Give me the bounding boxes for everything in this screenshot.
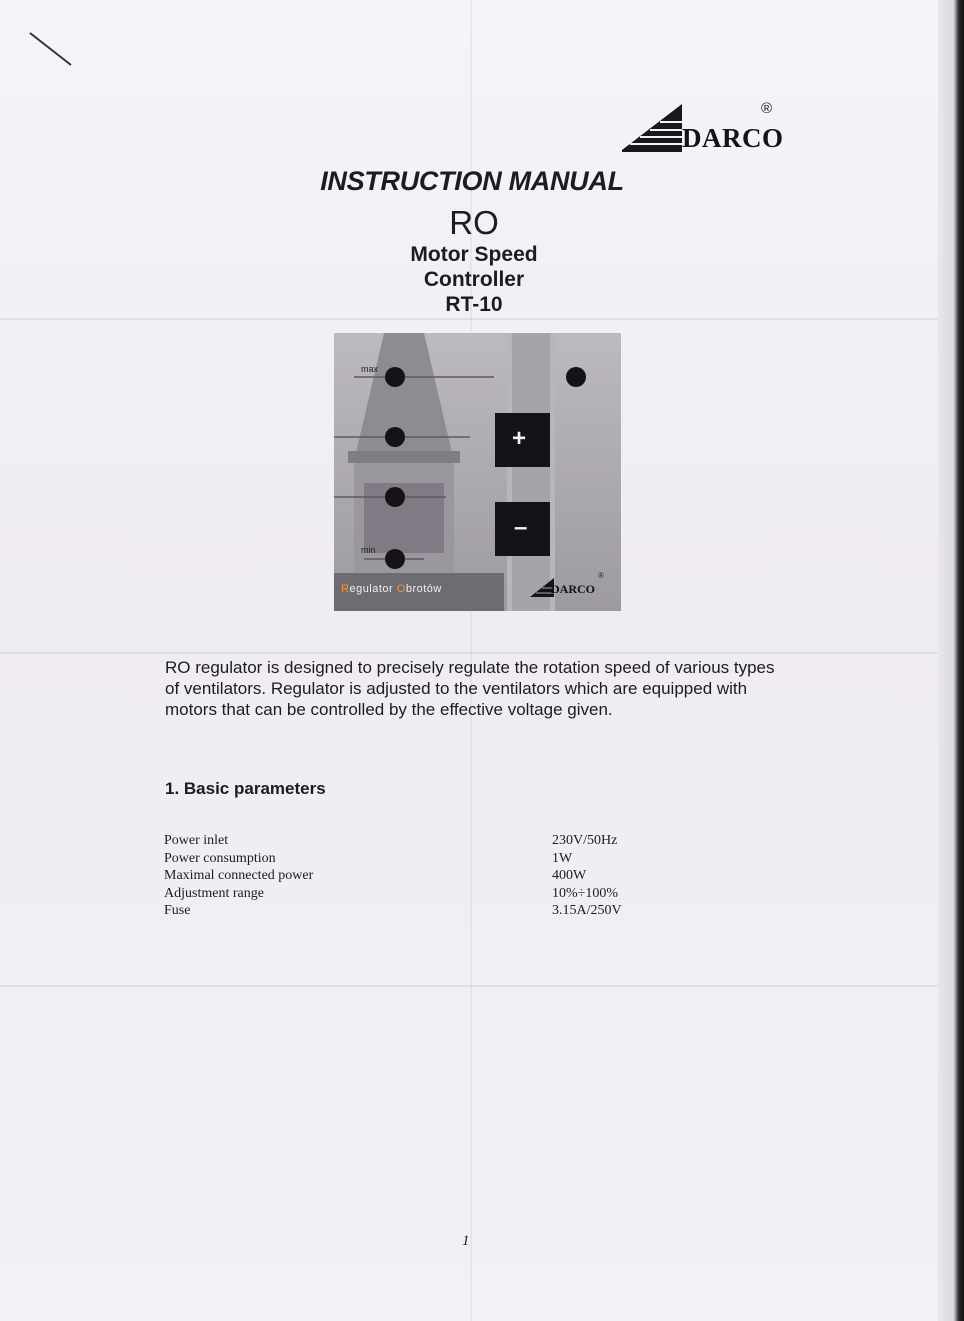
parameters-table	[164, 832, 684, 920]
parameter-value: 400W	[552, 868, 587, 883]
parameter-label: Power consumption	[164, 850, 276, 866]
darco-logo	[620, 100, 785, 160]
fold-line	[0, 318, 964, 320]
minus-button: –	[514, 514, 528, 541]
parameter-value: 10%÷100%	[552, 885, 619, 901]
model-name: RO	[449, 204, 499, 241]
device-image	[334, 333, 621, 611]
page-number: 1	[462, 1233, 470, 1249]
registered-mark: ®	[598, 571, 604, 580]
plus-button: +	[512, 425, 527, 452]
parameter-row	[164, 902, 684, 920]
fold-line	[0, 985, 964, 987]
parameter-row	[164, 867, 684, 885]
subtitle-line: RT-10	[445, 293, 503, 316]
section-heading: 1. Basic parameters	[165, 779, 326, 798]
parameter-row	[164, 832, 684, 850]
scan-edge	[938, 0, 964, 1321]
parameter-value: 230V/50Hz	[552, 833, 618, 848]
caption-text: egulator	[349, 583, 397, 595]
device-illustration	[334, 333, 621, 611]
caption-text: brotów	[405, 583, 442, 595]
brand-name: DARCO	[682, 123, 784, 153]
parameter-label: Fuse	[164, 903, 191, 918]
device-brand-name: DARCO	[551, 582, 595, 596]
parameter-row	[164, 850, 684, 868]
fold-line	[0, 652, 964, 654]
registered-mark: ®	[761, 100, 773, 117]
parameter-label: Maximal connected power	[164, 868, 314, 883]
parameter-label: Adjustment range	[164, 885, 264, 901]
caption-initial: O	[396, 583, 406, 595]
device-caption	[341, 583, 442, 595]
parameter-value: 1W	[552, 850, 573, 866]
subtitle-line: Motor Speed	[410, 243, 538, 266]
parameter-row	[164, 885, 684, 903]
subtitle-line: Controller	[423, 268, 525, 291]
parameter-value: 3.15A/250V	[552, 903, 622, 918]
intro-paragraph: RO regulator is designed to precisely regulate the rotation speed of various types of ventilators. Regulator is adjusted to the ventilators which are equipped with motors that can be controlled by the effective voltage given.	[165, 658, 775, 719]
max-label: max	[361, 364, 379, 374]
min-label: min	[361, 545, 376, 555]
caption-initial: R	[341, 583, 350, 595]
parameter-label: Power inlet	[164, 833, 229, 848]
product-subtitle	[0, 242, 948, 317]
manual-title: INSTRUCTION MANUAL	[320, 166, 624, 196]
pen-mark	[29, 32, 71, 66]
